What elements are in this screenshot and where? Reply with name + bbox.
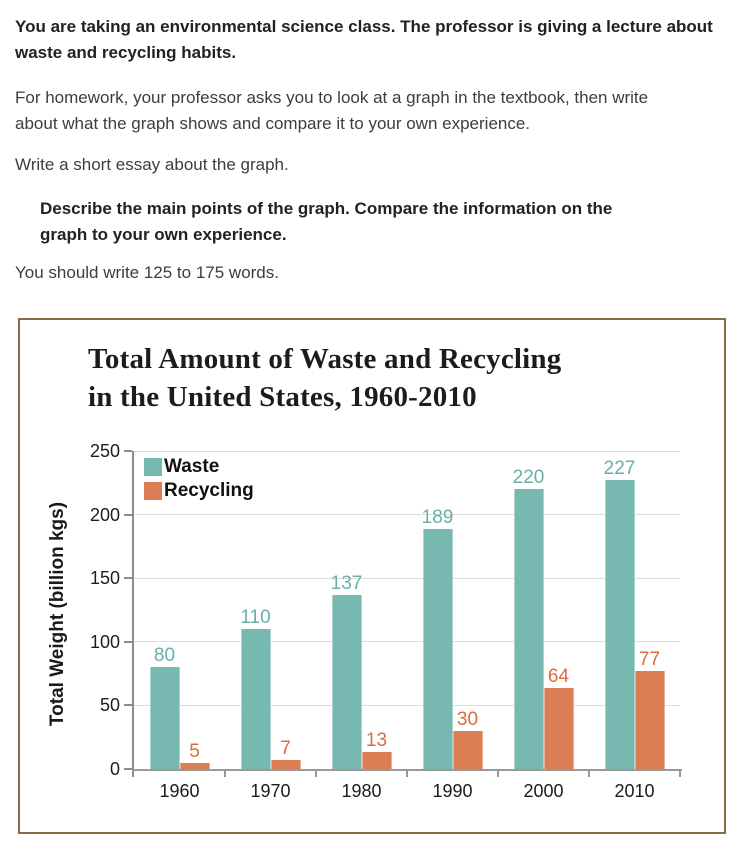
y-axis-tick-0 (124, 768, 132, 770)
waste-recycling-chart (18, 318, 726, 834)
x-tick-label-1970: 1970 (250, 781, 291, 801)
y-tick-label-200: 200 (89, 504, 120, 525)
recycling-bar-2000 (544, 688, 574, 769)
x-tick-label-1990: 1990 (432, 781, 473, 801)
gridline-250 (134, 451, 680, 452)
legend-swatch-waste (144, 458, 162, 476)
legend-label-waste: Waste (164, 456, 220, 477)
waste-bar-2010 (605, 480, 635, 769)
y-axis-tick-150 (124, 577, 132, 579)
y-tick-label-250: 250 (89, 441, 120, 461)
waste-bar-1990 (423, 529, 453, 769)
instruction-homework: For homework, your professor asks you to look at a graph in the textbook, then write about what the graph shows and compare it to your own experience. (15, 88, 649, 133)
x-axis-tick-3 (406, 769, 408, 777)
x-axis-tick-1 (224, 769, 226, 777)
y-tick-label-50: 50 (99, 695, 120, 716)
y-axis-line (132, 451, 134, 777)
x-axis-tick-6 (679, 769, 681, 777)
waste-value-2010: 227 (603, 458, 636, 479)
recycling-value-1960: 5 (189, 741, 200, 762)
y-axis-tick-200 (124, 514, 132, 516)
y-tick-label-150: 150 (89, 568, 120, 589)
gridline-100 (134, 641, 680, 642)
waste-value-1960: 80 (153, 645, 176, 666)
recycling-bar-2010 (635, 671, 665, 769)
instruction-word-count: You should write 125 to 175 words. (15, 263, 279, 282)
recycling-bar-1960 (180, 763, 210, 769)
chart-title (88, 340, 561, 416)
x-axis-tick-5 (588, 769, 590, 777)
recycling-value-1990: 30 (456, 709, 479, 730)
gridline-150 (134, 578, 680, 579)
y-axis-tick-250 (124, 450, 132, 452)
recycling-value-1970: 7 (280, 738, 291, 759)
x-tick-label-2000: 2000 (523, 781, 564, 801)
chart-title-line-2: in the United States, 1960-2010 (88, 381, 477, 413)
waste-value-1980: 137 (330, 573, 363, 594)
y-axis-title: Total Weight (billion kgs) (47, 501, 68, 727)
waste-value-1990: 189 (421, 507, 454, 528)
recycling-bar-1990 (453, 731, 483, 769)
y-axis-tick-100 (124, 641, 132, 643)
chart-title-line-1: Total Amount of Waste and Recycling (88, 343, 562, 375)
y-tick-label-100: 100 (89, 631, 120, 652)
waste-value-1970: 110 (240, 607, 271, 628)
legend-item-waste (144, 457, 254, 476)
recycling-value-1980: 13 (365, 730, 388, 751)
instruction-task: Write a short essay about the graph. (15, 155, 289, 174)
instruction-context: You are taking an environmental science class. The professor is giving a lecture about waste and recycling habits. (15, 17, 713, 62)
x-tick-label-1980: 1980 (341, 781, 382, 801)
y-tick-label-0: 0 (109, 759, 120, 779)
recycling-bar-1980 (362, 752, 392, 769)
legend-label-recycling: Recycling (164, 480, 254, 501)
x-tick-label-1960: 1960 (159, 781, 200, 801)
y-axis-tick-50 (124, 704, 132, 706)
x-axis-tick-2 (315, 769, 317, 777)
x-axis-tick-4 (497, 769, 499, 777)
legend-item-recycling (144, 481, 254, 500)
chart-legend (144, 457, 254, 505)
recycling-bar-1970 (271, 760, 301, 769)
recycling-value-2000: 64 (547, 666, 570, 687)
plot-area (47, 441, 680, 801)
waste-value-2000: 220 (512, 467, 545, 488)
legend-swatch-recycling (144, 482, 162, 500)
gridline-50 (134, 705, 680, 706)
recycling-value-2010: 77 (638, 649, 661, 670)
x-tick-label-2010: 2010 (614, 781, 655, 801)
instruction-prompt: Describe the main points of the graph. Compare the information on the graph to your own experience. (40, 199, 613, 244)
waste-bar-2000 (514, 489, 544, 769)
